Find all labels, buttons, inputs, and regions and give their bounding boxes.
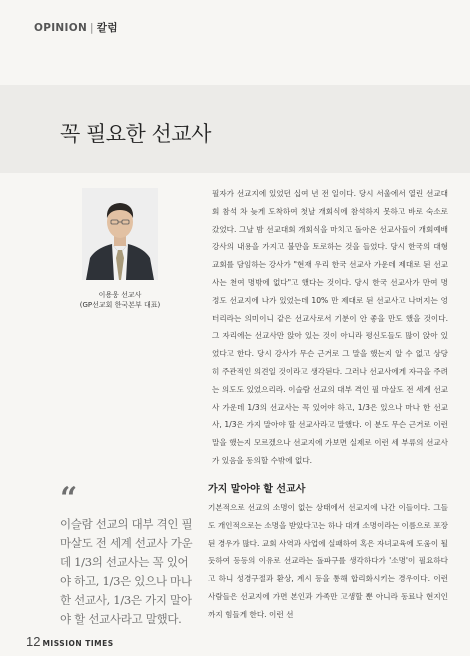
article-title: 꼭 필요한 선교사 xyxy=(60,122,211,146)
article-body-continued xyxy=(208,499,448,624)
quote-mark-icon: “ xyxy=(60,481,78,516)
author-portrait-icon xyxy=(82,188,158,280)
section-category: 칼럼 xyxy=(96,22,118,34)
author-affiliation: (GP선교회 한국본부 대표) xyxy=(79,301,161,309)
article-body xyxy=(212,185,448,470)
body-paragraph: 필자가 선교지에 있었던 십여 년 전 일이다. 당시 서울에서 열린 선교대회 참석 차 늦게 도착하여 첫날 개회식에 참석하지 못하고 바로 숙소로 갔었다. 그날 밤 선교대회 개회식을 마치고 돌아온 선교사들이 개회예배 강사의 내용을 가지고 불만을 토로하는 것을 들었다. 당시 한국의 대형교회를 담임하는 강사가 "현재 우리 한국 선교사 가운데 제대로 된 선교사는 천여 명밖에 없다"고 했다는 것이다. 당시 한국 선교사가 만여 명 정도 선교지에 나가 있었는데 10% 만 제대로 된 선교사고 나머지는 엉터리라는 의미이니 같은 선교사로서 기분이 안 좋을 만도 했을 것이다. 그 자리에는 선교사만 앉아 있는 것이 아니라 평신도들도 많이 앉아 있었다고 한다. 당시 강사가 무슨 근거로 그 말을 했는지 알 수 없고 상당히 주관적인 의견일 것이라고 생각된다. 그러나 선교사에게 자극을 주려는 의도도 있었으리라. 이슬람 선교의 대부 격인 필 마살도 전 세계 선교사 가운데 1/3의 선교사는 꼭 있어야 하고, 1/3은 있으나 마나 한 선교사, 1/3은 가지 말아야 할 선교사라고 말했다. 이 분도 무슨 근거로 이런 말을 했는지 모르겠으나 선교지에 가보면 실제로 이런 세 부류의 선교사가 있음을 동의할 수밖에 없다. xyxy=(212,189,448,465)
magazine-name: MISSION TIMES xyxy=(42,639,114,648)
section-separator: | xyxy=(90,22,94,34)
pull-quote: 이슬람 선교의 대부 격인 필 마살도 전 세계 선교사 가운데 1/3의 선교사는 꼭 있어야 하고, 1/3은 있으나 마나 한 선교사, 1/3은 가지 말아야 할 선교사라고 말했다. xyxy=(60,517,193,626)
section-name: OPINION xyxy=(34,22,88,34)
body-paragraph-2: 기본적으로 선교의 소명이 없는 상태에서 선교지에 나간 이들이다. 그들도 개인적으로는 소명을 받았다고는 하나 대개 소명이라는 이름으로 포장된 경우가 많다. 교회 사역과 사업에 실패하여 혹은 자녀교육에 도움이 될 듯하여 등등의 이유로 선교라는 돌파구를 생각하다가 '소명'이 필요하다고 하니 성경구절과 환상, 계시 등을 통해 합리화시키는 경우이다. 이런 사람들은 선교지에 가면 본인과 가족만 고생할 뿐 아니라 동료나 현지인까지 힘들게 한다. 이런 선 xyxy=(208,503,448,619)
page-footer xyxy=(26,634,114,649)
subheading: 가지 말아야 할 선교사 xyxy=(208,484,306,495)
author-name: 이용웅 선교사 xyxy=(98,291,142,299)
page-number: 12 xyxy=(26,634,41,649)
author-photo xyxy=(82,188,158,280)
section-label xyxy=(34,20,118,35)
